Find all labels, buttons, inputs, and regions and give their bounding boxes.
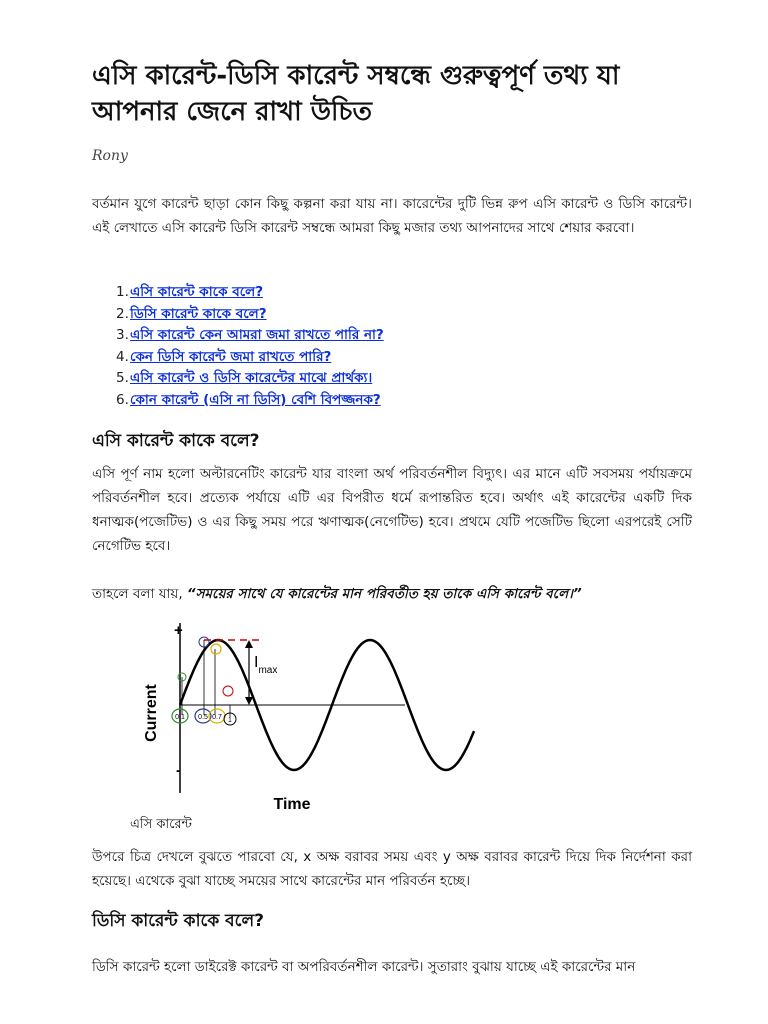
imax-arrow-tail	[245, 697, 253, 705]
ac-definition-quote: “সময়ের সাথে যে কারেন্টের মান পরিবর্তীত হয় তাকে এসি কারেন্ট বলে।”	[186, 586, 582, 602]
plus-sign: +	[174, 622, 183, 639]
toc-item: 5. এসি কারেন্ট ও ডিসি কারেন্টের মাঝে প্রার্থক্য।	[116, 370, 373, 386]
author-name: Rony	[92, 148, 128, 164]
toc-link-dc-storage[interactable]: কেন ডিসি কারেন্ট জমা রাখতে পারি?	[130, 348, 332, 365]
marker-label: 1	[228, 717, 232, 724]
section-heading-ac: এসি কারেন্ট কাকে বলে?	[92, 431, 260, 451]
intro-paragraph: বর্তমান যুগে কারেন্ট ছাড়া কোন কিছু কল্পনা করা যায় না। কারেন্টের দুটি ভিন্ন রুপ এসি কারেন্ট ও ডিসি কারেন্ট। এই লেখাতে এসি কারেন্ট ডিসি কারেন্ট সম্বন্ধে আমরা কিছু মজার তথ্য আপনাদের সাথে শেয়ার করবো।	[92, 196, 692, 236]
sine-wave-diagram	[130, 615, 530, 825]
marker-dot	[211, 644, 221, 654]
article-title: এসি কারেন্ট-ডিসি কারেন্ট সম্বন্ধে গুরুত্বপূর্ণ তথ্য যা আপনার জেনে রাখা উচিত	[92, 61, 620, 127]
toc-link-ac-storage[interactable]: এসি কারেন্ট কেন আমরা জমা রাখতে পারি না?	[130, 327, 384, 343]
toc-item: 2. ডিসি কারেন্ট কাকে বলে?	[116, 305, 267, 322]
marker-label: 0.7	[212, 714, 222, 721]
ac-waveform-figure	[130, 615, 530, 825]
marker-label: 0.1	[175, 714, 185, 721]
table-of-contents	[92, 282, 692, 411]
figure-explanation: উপরে চিত্র দেখলে বুঝতে পারবো যে, x অক্ষ বরাবর সময় এবং y অক্ষ বরাবর কারেন্ট দিয়ে দিক নির্দেশনা করা হয়েছে। এথেকে বুঝা যাচ্ছে সময়ের সাথে কারেন্টের মান পরিবর্তন হচ্ছে।	[92, 849, 692, 889]
imax-label: $I_{max}$	[254, 654, 278, 676]
dc-paragraph: ডিসি কারেন্ট হলো ডাইরেক্ট কারেন্ট বা অপরিবর্তনশীল কারেন্ট। সুতারাং বুঝায় যাচ্ছে এই কারেন্টের মান	[92, 959, 636, 975]
toc-item: 3. এসি কারেন্ট কেন আমরা জমা রাখতে পারি না?	[116, 327, 384, 343]
toc-item: 4. কেন ডিসি কারেন্ট জমা রাখতে পারি?	[116, 348, 332, 365]
figure-caption: এসি কারেন্ট	[130, 817, 192, 832]
toc-item: 1. এসি কারেন্ট কাকে বলে?	[116, 284, 264, 300]
x-axis-label: Time	[273, 796, 311, 813]
toc-link-ac-current[interactable]: এসি কারেন্ট কাকে বলে?	[130, 284, 264, 300]
minus-sign: -	[176, 762, 181, 779]
marker-dot	[223, 686, 233, 696]
toc-link-dc-current[interactable]: ডিসি কারেন্ট কাকে বলে?	[130, 305, 267, 322]
y-axis-label: Current	[143, 684, 160, 742]
section-heading-dc: ডিসি কারেন্ট কাকে বলে?	[92, 911, 264, 931]
toc-link-difference[interactable]: এসি কারেন্ট ও ডিসি কারেন্টের মাঝে প্রার্থক্য।	[130, 370, 373, 386]
ac-definition: তাহলে বলা যায়, “সময়ের সাথে যে কারেন্টের মান পরিবর্তীত হয় তাকে এসি কারেন্ট বলে।”	[92, 586, 582, 602]
toc-item: 6. কোন কারেন্ট (এসি না ডিসি) বেশি বিপজ্জনক?	[116, 391, 381, 408]
toc-link-danger[interactable]: কোন কারেন্ট (এসি না ডিসি) বেশি বিপজ্জনক?	[130, 391, 381, 408]
imax-arrow-head	[245, 640, 253, 648]
ac-paragraph: এসি পূর্ণ নাম হলো অল্টারনেটিং কারেন্ট যার বাংলা অর্থ পরিবর্তনশীল বিদ্যুৎ। এর মানে এটি সবসময় পর্যায়ক্রমে পরিবর্তনশীল হবে। প্রত্যেক পর্যায়ে এটি এর বিপরীত ধর্মে রূপান্তরিত হবে। অর্থাৎ এই কারেন্টের একটি দিক ধনাত্মক(পজেটিভ) ও এর কিছু সময় পরে ঋণাত্মক(নেগেটিভ) হবে। প্রথমে যেটি পজেটিভ ছিলো এরপরেই সেটি নেগেটিভ হবে।	[92, 466, 692, 554]
marker-label: 0.5	[198, 714, 208, 721]
